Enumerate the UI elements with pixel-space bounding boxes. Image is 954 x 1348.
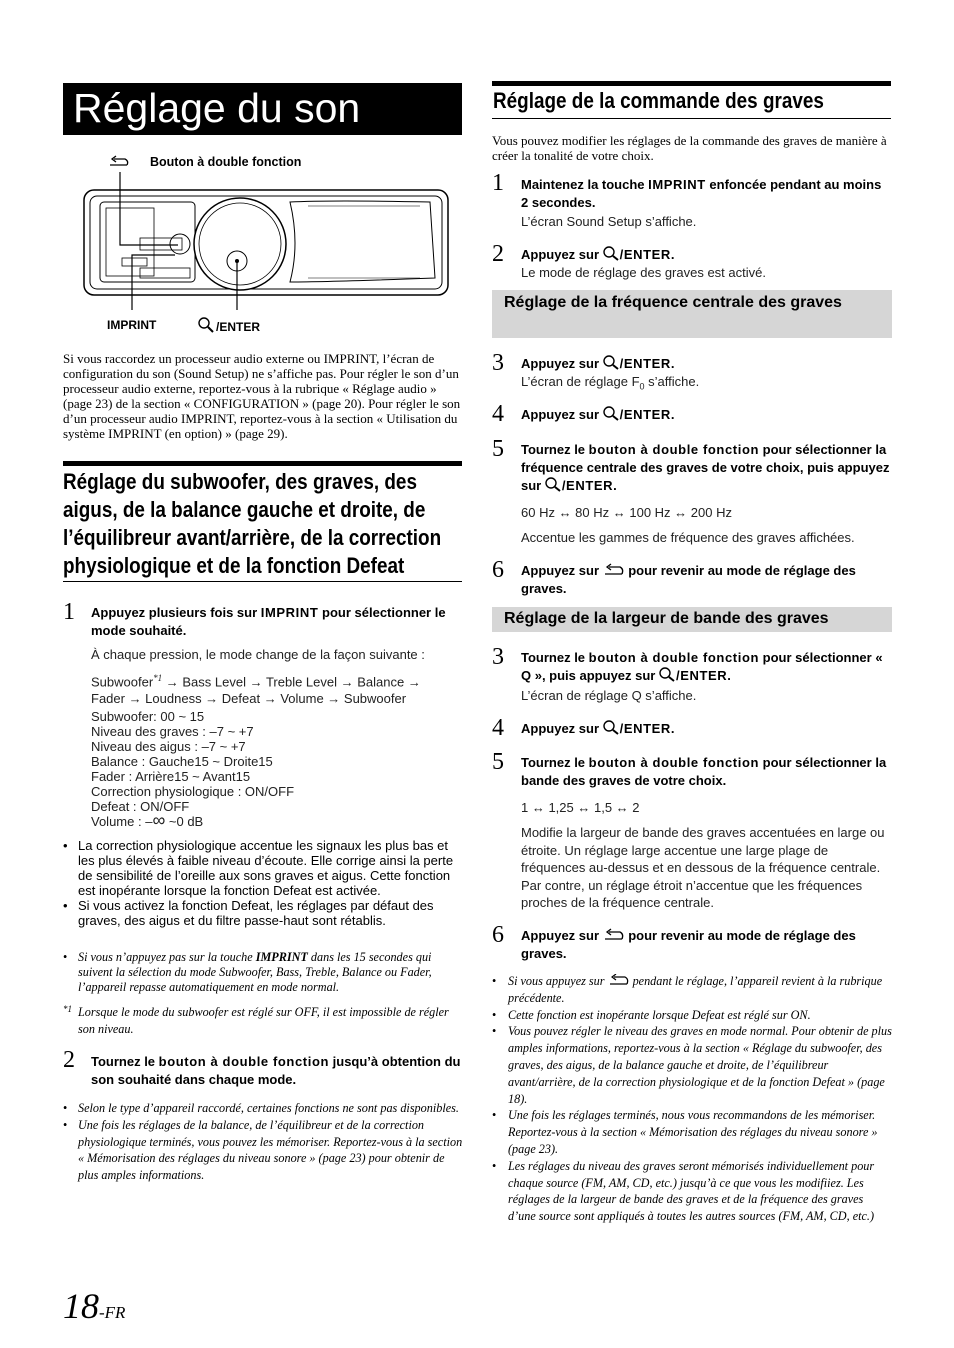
step-text: Tournez le bbox=[91, 1054, 159, 1069]
step-text: enfoncée pendant au moins 2 secondes. bbox=[521, 177, 882, 210]
t4-instruction bbox=[521, 720, 891, 738]
list-item bbox=[492, 1007, 892, 1024]
subheading-bandwidth: Réglage de la largeur de bande des graves bbox=[504, 610, 829, 627]
note-text: Selon le type d’appareil raccordé, certaines fonctions ne sont pas disponibles. bbox=[78, 1101, 459, 1115]
step-text: Appuyez sur bbox=[521, 721, 603, 736]
step-number: 5 bbox=[492, 749, 504, 775]
range-item: Defeat : ON/OFF bbox=[91, 799, 190, 814]
note-text-bold: IMPRINT bbox=[255, 950, 308, 964]
step-text: Appuyez sur bbox=[521, 563, 603, 578]
label-enter: /ENTER bbox=[216, 320, 261, 334]
bullet-list bbox=[63, 839, 463, 928]
search-icon bbox=[603, 246, 620, 261]
bullet: • bbox=[63, 897, 68, 913]
list-item bbox=[63, 899, 463, 929]
section2-bottom-rule bbox=[492, 118, 891, 119]
step-text: Appuyez sur bbox=[521, 247, 603, 262]
range-item: Niveau des graves : –7 ~ +7 bbox=[91, 724, 254, 739]
step-text: . bbox=[670, 407, 675, 422]
s3-description bbox=[521, 373, 699, 396]
enter-key: /ENTER bbox=[619, 407, 671, 422]
step-number: 5 bbox=[492, 436, 504, 462]
label-imprint: IMPRINT bbox=[107, 318, 157, 332]
dual-function-knob: bouton à double fonction bbox=[588, 755, 760, 770]
step-text: Tournez le bbox=[521, 650, 589, 665]
step-number: 1 bbox=[492, 170, 504, 196]
back-icon bbox=[603, 563, 625, 576]
enter-key: /ENTER bbox=[561, 478, 614, 493]
note-text: Une fois les réglages de la balance, de l’équilibreur et de la correction physiologique terminés, vous pouvez les mémoriser. Reportez-vous à la section « Mémorisation des réglages du niveau sonore » (page 23) pour obtenir de plus amples informations. bbox=[78, 1117, 463, 1183]
bullet: • bbox=[492, 1158, 497, 1173]
search-icon bbox=[659, 667, 676, 682]
list-item bbox=[492, 973, 892, 1007]
footnote-mark: *1 bbox=[63, 1004, 72, 1014]
page-title: Réglage du son bbox=[73, 85, 361, 131]
note-text: Vous pouvez régler le niveau des graves en mode normal. Pour obtenir de plus amples informations, reportez-vous à la section « Réglage du subwoofer, des graves, des aigus, de la balance gauche et droite, de l’équilibreur avant/arrière, de la correction physiologique et de la fonction Defeat » (page 18). bbox=[508, 1024, 892, 1106]
s5-description: Accentue les gammes de fréquence des graves affichées. bbox=[521, 530, 855, 545]
step-text: pour sélectionner la bande des graves de votre choix. bbox=[521, 755, 887, 788]
section1-heading-line4: physiologique et de la fonction Defeat bbox=[63, 553, 405, 578]
step-number: 4 bbox=[492, 401, 504, 427]
section2-intro: Vous pouvez modifier les réglages de la commande des graves de manière à créer la tonalité de votre choix. bbox=[492, 133, 887, 163]
list-item bbox=[63, 1117, 463, 1184]
s2-description: Le mode de réglage des graves est activé. bbox=[521, 265, 766, 280]
step-number: 2 bbox=[492, 241, 504, 267]
range-item: Niveau des aigus : –7 ~ +7 bbox=[91, 739, 246, 754]
list-item bbox=[492, 1107, 892, 1157]
bullet: • bbox=[492, 1108, 497, 1123]
seq-text: Fader → Loudness → Defeat → Volume → Subwoofer bbox=[91, 691, 407, 707]
step-text: Tournez le bbox=[521, 755, 589, 770]
subscript: 0 bbox=[639, 381, 645, 392]
list-item bbox=[492, 1158, 892, 1225]
desc-text: s’affiche. bbox=[644, 374, 700, 389]
dual-function-knob: bouton à double fonction bbox=[588, 650, 760, 665]
step-text: jusqu’à obtention du son souhaité dans chaque mode. bbox=[91, 1054, 461, 1087]
notes-step2 bbox=[63, 1100, 463, 1184]
search-icon bbox=[199, 318, 213, 332]
step1-instruction bbox=[91, 604, 461, 640]
range-item: Subwoofer: 00 ~ 15 bbox=[91, 709, 205, 724]
bandwidth-values: 1 ↔ 1,25 ↔ 1,5 ↔ 2 bbox=[521, 800, 640, 815]
step-text: pour revenir au mode de réglage des graves. bbox=[521, 928, 856, 961]
step-text: pour sélectionner la fréquence centrale des graves de votre choix, puis appuyez sur bbox=[521, 442, 890, 493]
range-item: Balance : Gauche15 ~ Droite15 bbox=[91, 754, 273, 769]
step-number: 6 bbox=[492, 922, 504, 948]
imprint-key: IMPRINT bbox=[648, 177, 706, 192]
section1-heading-line2: aigus, de la balance gauche et droite, de bbox=[63, 497, 426, 522]
note-text: Une fois les réglages terminés, nous vous recommandons de les mémoriser. Reportez-vous à la section « Mémorisation des réglages du niveau sonore » (page 23). bbox=[508, 1108, 878, 1156]
subheading-center-frequency: Réglage de la fréquence centrale des graves bbox=[504, 294, 842, 311]
frequency-values: 60 Hz ↔ 80 Hz ↔ 100 Hz ↔ 200 Hz bbox=[521, 505, 732, 520]
note-text: Si vous n’appuyez pas sur la touche bbox=[78, 950, 256, 964]
step-text: pour sélectionner le mode souhaité. bbox=[91, 605, 446, 638]
step-number: 3 bbox=[492, 350, 504, 376]
list-item bbox=[63, 1100, 463, 1117]
search-icon bbox=[603, 406, 620, 421]
step-number: 2 bbox=[63, 1047, 75, 1073]
s2-instruction bbox=[521, 246, 891, 264]
intro-paragraph: Si vous raccordez un processeur audio externe ou IMPRINT, l’écran de configuration du son (Sound Setup) ne s’affiche pas. Pour régler le son d’un processeur audio externe, reportez-vous à la rubrique « Réglage audio » (page 23) de la section « CONFIGURATION » (page 20). Pour régler le son d’un processeur audio IMPRINT, reportez-vous à la section « Utilisation du système IMPRINT (en option) » (page 29). bbox=[63, 351, 461, 441]
note-text: Si vous appuyez sur bbox=[508, 974, 608, 988]
t5-description: Modifie la largeur de bande des graves accentuées en large ou étroite. Un réglage large accentue une large plage de fréquences au-dessus et en dessous de la fréquence centrale. Par contre, un réglage étroit n’accentue que les fréquences proches de la fréquence centrale. bbox=[521, 825, 885, 910]
seq-text: → Bass Level → Treble Level → Balance → bbox=[162, 674, 421, 690]
list-item bbox=[63, 839, 463, 899]
bullet: • bbox=[63, 1117, 68, 1132]
page-number-suffix: -FR bbox=[99, 1303, 126, 1322]
section1-heading-line3: l’équilibreur avant/arrière, de la correction bbox=[63, 525, 442, 550]
page-number bbox=[63, 1285, 125, 1327]
dual-function-knob: bouton à double fonction bbox=[158, 1054, 330, 1069]
step-text: Appuyez sur bbox=[521, 407, 603, 422]
note-text: Cette fonction est inopérante lorsque Defeat est réglé sur ON. bbox=[508, 1007, 811, 1022]
enter-key: /ENTER bbox=[619, 356, 671, 371]
step-text: Maintenez la touche bbox=[521, 177, 649, 192]
section2-top-rule bbox=[492, 81, 891, 86]
step-text: Appuyez plusieurs fois sur bbox=[91, 605, 261, 620]
range-list bbox=[91, 709, 461, 829]
seq-text: Subwoofer bbox=[91, 674, 154, 690]
device-diagram bbox=[80, 150, 460, 345]
step-number: 1 bbox=[63, 599, 75, 625]
bullet-text: La correction physiologique accentue les signaux les plus bas et les plus élevés à faible niveau d’écoute. Elle corrige ainsi la perte de sensibilité de l’oreille aux sons graves et aigus. Cette fonction est inopérante lorsque la fonction Defeat est activée. bbox=[78, 838, 454, 898]
label-dual-function: Bouton à double fonction bbox=[150, 155, 302, 169]
enter-key: /ENTER bbox=[675, 668, 728, 683]
range-text: Volume : – bbox=[91, 814, 153, 829]
s5-instruction bbox=[521, 441, 891, 495]
bullet: • bbox=[492, 1024, 497, 1039]
section1-heading bbox=[63, 468, 513, 583]
step-text: . bbox=[613, 478, 617, 493]
mode-sequence bbox=[91, 670, 461, 707]
step1-description: À chaque pression, le mode change de la façon suivante : bbox=[91, 647, 425, 662]
footnote-text: Lorsque le mode du subwoofer est réglé sur OFF, il est impossible de régler son niveau. bbox=[78, 1005, 449, 1036]
t5-instruction bbox=[521, 754, 891, 790]
section1-top-rule bbox=[63, 461, 462, 466]
note-text: Les réglages du niveau des graves seront mémorisés individuellement pour chaque source (FM, AM, CD, etc.) jusqu’à ce que vous les modifiiez. Les réglages de la largeur de bande des graves et de la fréquence des graves d’une source sont appliqués à toutes les autres sources (FM, AM, CD, etc.) bbox=[508, 1158, 875, 1224]
section2-heading: Réglage de la commande des graves bbox=[493, 88, 824, 113]
section1-bottom-rule bbox=[63, 581, 462, 582]
search-icon bbox=[603, 720, 620, 735]
bullet: • bbox=[63, 1101, 68, 1115]
step-text: Appuyez sur bbox=[521, 928, 603, 943]
section1-heading-line1: Réglage du subwoofer, des graves, des bbox=[63, 469, 417, 494]
step-text: Tournez le bbox=[521, 442, 589, 457]
s1-instruction bbox=[521, 176, 891, 212]
infinity-symbol: ∞ bbox=[152, 810, 166, 830]
range-text: ~0 dB bbox=[165, 814, 204, 829]
enter-key: /ENTER bbox=[619, 721, 671, 736]
bullet-text: Si vous activez la fonction Defeat, les réglages par défaut des graves, des aigus et du filtre passe-haut sont rétablis. bbox=[78, 897, 434, 928]
page-number-digits: 18 bbox=[63, 1286, 99, 1326]
step-text: pour sélectionner « Q », puis appuyez sur bbox=[521, 650, 883, 683]
search-icon bbox=[545, 477, 562, 492]
step-text: pour revenir au mode de réglage des graves. bbox=[521, 563, 856, 596]
notes-bass bbox=[492, 973, 892, 1225]
note-imprint-timeout bbox=[63, 950, 463, 995]
bullet: • bbox=[492, 1007, 497, 1022]
step-text: . bbox=[670, 356, 675, 371]
step-text: . bbox=[727, 668, 731, 683]
note-text: pendant le réglage, l’appareil revient à la rubrique précédente. bbox=[508, 974, 883, 1005]
s6-instruction bbox=[521, 562, 891, 598]
step2-instruction bbox=[91, 1053, 461, 1089]
imprint-key: IMPRINT bbox=[260, 605, 319, 620]
back-icon bbox=[608, 974, 630, 986]
footnote bbox=[63, 1004, 463, 1038]
range-item: Fader : Arrière15 ~ Avant15 bbox=[91, 769, 251, 784]
t6-instruction bbox=[521, 927, 891, 963]
enter-key: /ENTER bbox=[619, 247, 671, 262]
back-icon bbox=[603, 928, 625, 941]
footnote-mark: *1 bbox=[153, 673, 163, 683]
note-text: dans les 15 secondes qui suivent la sélection du mode Subwoofer, Bass, Treble, Balance ou Fader, l’appareil repasse automatiquement en mode normal. bbox=[78, 950, 432, 994]
dual-function-knob: bouton à double fonction bbox=[588, 442, 760, 457]
list-item bbox=[492, 1023, 892, 1107]
desc-text: L’écran de réglage F bbox=[521, 374, 640, 389]
s1-description: L’écran Sound Setup s’affiche. bbox=[521, 214, 697, 229]
step-text: . bbox=[670, 721, 675, 736]
step-text: . bbox=[670, 247, 675, 262]
search-icon bbox=[603, 355, 620, 370]
s4-instruction bbox=[521, 406, 891, 424]
t3-instruction bbox=[521, 649, 891, 685]
bullet: • bbox=[492, 974, 497, 988]
t3-description: L’écran de réglage Q s’affiche. bbox=[521, 688, 697, 703]
bullet: • bbox=[63, 838, 68, 853]
step-text: Appuyez sur bbox=[521, 356, 603, 371]
s3-instruction bbox=[521, 355, 891, 373]
step-number: 3 bbox=[492, 644, 504, 670]
range-item: Correction physiologique : ON/OFF bbox=[91, 784, 295, 799]
range-item bbox=[91, 810, 461, 830]
step-number: 6 bbox=[492, 557, 504, 583]
back-icon bbox=[110, 156, 128, 165]
step-number: 4 bbox=[492, 715, 504, 741]
bullet: • bbox=[63, 950, 68, 964]
